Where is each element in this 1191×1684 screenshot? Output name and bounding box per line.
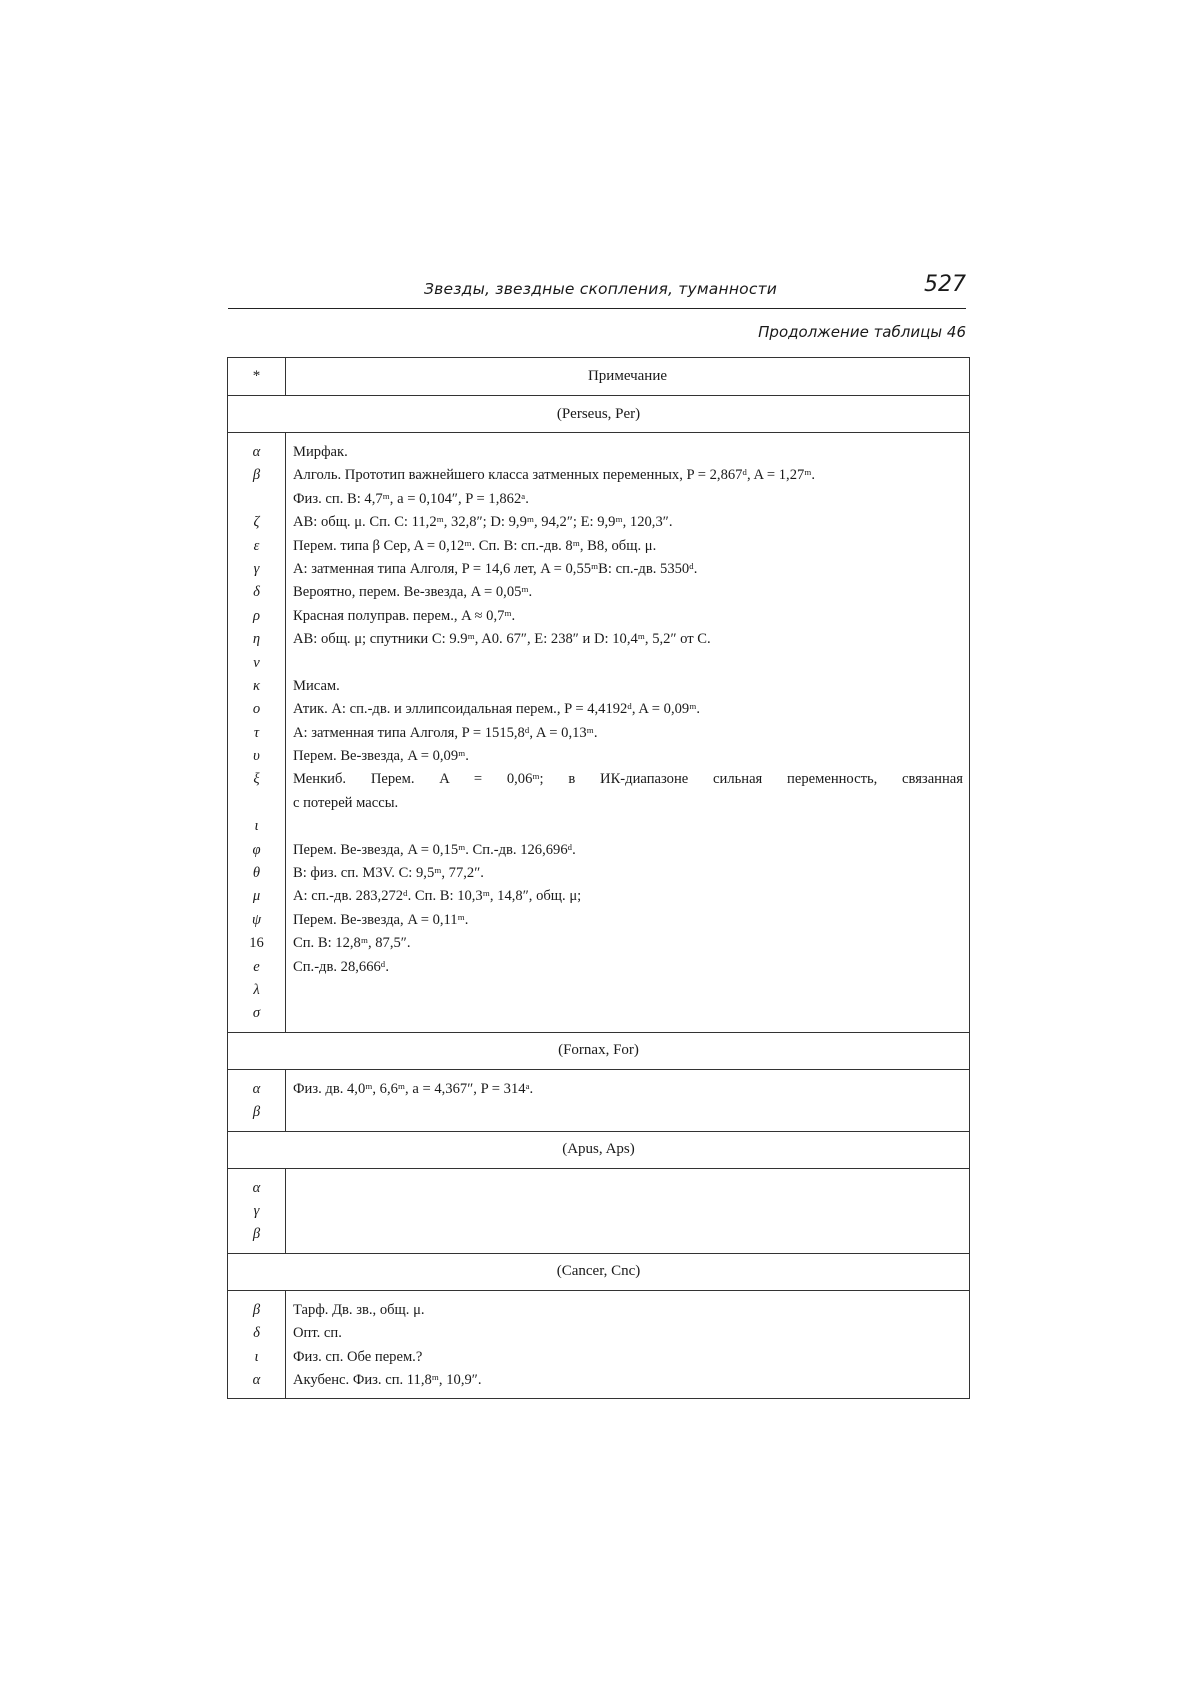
star-designation: ρ xyxy=(252,607,260,624)
section-header-row xyxy=(228,396,970,433)
column-header-star: * xyxy=(228,358,286,396)
star-designation: γ xyxy=(253,1202,260,1219)
section-body-row xyxy=(228,1168,970,1253)
star-designation xyxy=(228,488,285,511)
star-note: Сп. B: 12,8ᵐ, 87,5″. xyxy=(293,935,411,952)
star-designation: μ xyxy=(252,888,261,905)
star-note: Алголь. Прототип важнейшего класса затменных переменных, P = 2,867ᵈ, A = 1,27ᵐ. xyxy=(293,467,816,484)
star-designation: ψ xyxy=(251,911,262,928)
star-designation: α xyxy=(252,1371,261,1388)
star-designation: ο xyxy=(252,701,261,718)
star-note xyxy=(293,979,963,1002)
star-note xyxy=(293,652,963,675)
star-designation: κ xyxy=(252,677,260,694)
constellation-title: (Apus, Aps) xyxy=(228,1131,970,1168)
star-designation: λ xyxy=(253,981,260,998)
constellation-title: (Fornax, For) xyxy=(228,1032,970,1069)
star-designation: σ xyxy=(252,1005,261,1022)
star-note: с потерей массы. xyxy=(293,794,399,811)
star-note: Перем. Be-звезда, A = 0,11ᵐ. xyxy=(293,911,469,928)
star-note: Атик. A: сп.-дв. и эллипсоидальная перем., P = 4,4192ᵈ, A = 0,09ᵐ. xyxy=(293,701,700,718)
star-designation: φ xyxy=(252,841,261,858)
star-designation: β xyxy=(252,1104,261,1121)
star-designation: δ xyxy=(253,584,260,601)
note-cell xyxy=(286,433,970,1033)
star-note: AB: общ. μ. Сп. C: 11,2ᵐ, 32,8″; D: 9,9ᵐ, 94,2″; E: 9,9ᵐ, 120,3″. xyxy=(293,514,673,531)
table-header-row xyxy=(228,358,970,396)
star-note: B: физ. сп. M3V. C: 9,5ᵐ, 77,2″. xyxy=(293,865,484,882)
table-body xyxy=(228,396,970,1399)
star-note: Перем. Be-звезда, A = 0,15ᵐ. Сп.-дв. 126,696ᵈ. xyxy=(293,841,576,858)
star-note: Физ. сп. B: 4,7ᵐ, a = 0,104″, P = 1,862ᵃ. xyxy=(293,490,529,507)
star-designation: ε xyxy=(253,537,260,554)
note-cell xyxy=(286,1069,970,1131)
star-designation: β xyxy=(252,1301,261,1318)
star-symbol-cell xyxy=(228,1069,286,1131)
star-note xyxy=(293,1177,963,1200)
star-designation: ζ xyxy=(253,514,260,531)
star-note: Менкиб. Перем. A = 0,06ᵐ; в ИК-диапазоне сильная переменность, связанная xyxy=(293,771,963,788)
star-note: Тарф. Дв. зв., общ. μ. xyxy=(293,1301,425,1318)
star-note: Вероятно, перем. Be-звезда, A = 0,05ᵐ. xyxy=(293,584,533,601)
star-note xyxy=(293,1223,963,1246)
star-note xyxy=(293,1002,963,1025)
star-designation: τ xyxy=(253,724,260,741)
star-note: Физ. сп. Обе перем.? xyxy=(293,1348,423,1365)
star-note: AB: общ. μ; спутники C: 9.9ᵐ, A0. 67″, E: 238″ и D: 10,4ᵐ, 5,2″ от C. xyxy=(293,631,711,648)
star-designation: ξ xyxy=(253,771,260,788)
star-note: Акубенс. Физ. сп. 11,8ᵐ, 10,9″. xyxy=(293,1371,482,1388)
note-cell xyxy=(286,1290,970,1399)
star-designation: β xyxy=(252,1226,261,1243)
star-note xyxy=(293,1200,963,1223)
star-designation: η xyxy=(252,631,261,648)
star-note: A: сп.-дв. 283,272ᵈ. Сп. B: 10,3ᵐ, 14,8″, общ. μ; xyxy=(293,888,582,905)
star-designation: β xyxy=(252,467,261,484)
star-designation: ι xyxy=(254,1348,259,1365)
section-body-row xyxy=(228,1290,970,1399)
star-designation: γ xyxy=(253,560,260,577)
star-designation: ν xyxy=(253,654,260,671)
star-symbol-cell xyxy=(228,1168,286,1253)
star-note: Перем. Be-звезда, A = 0,09ᵐ. xyxy=(293,748,469,765)
section-body-row xyxy=(228,433,970,1033)
constellation-title: (Cancer, Cnc) xyxy=(228,1253,970,1290)
section-header-row xyxy=(228,1131,970,1168)
star-note: Мирфак. xyxy=(293,444,348,460)
star-note: Перем. типа β Cep, A = 0,12ᵐ. Сп. B: сп.-дв. 8ᵐ, B8, общ. μ. xyxy=(293,537,657,554)
page-header xyxy=(228,268,966,309)
section-header-row xyxy=(228,1253,970,1290)
star-designation: υ xyxy=(253,748,260,765)
column-header-note: Примечание xyxy=(286,358,970,396)
star-note: A: затменная типа Алголя, P = 14,6 лет, A = 0,55ᵐB: сп.-дв. 5350ᵈ. xyxy=(293,560,698,577)
star-note xyxy=(293,1101,963,1124)
section-body-row xyxy=(228,1069,970,1131)
star-note: Мисам. xyxy=(293,677,340,694)
star-designation: α xyxy=(252,1080,261,1097)
star-note: Красная полуправ. перем., A ≈ 0,7ᵐ. xyxy=(293,607,516,624)
section-header-row xyxy=(228,1032,970,1069)
page-number: 527 xyxy=(924,272,966,297)
star-designation: θ xyxy=(252,865,261,882)
star-designation: 16 xyxy=(249,935,264,952)
constellation-title: (Perseus, Per) xyxy=(228,396,970,433)
star-designation: α xyxy=(252,1179,261,1196)
star-note: Опт. сп. xyxy=(293,1325,342,1342)
table-caption: Продолжение таблицы 46 xyxy=(758,323,966,341)
star-designation: ι xyxy=(254,818,259,835)
star-symbol-cell xyxy=(228,1290,286,1399)
star-designation: δ xyxy=(253,1325,260,1342)
star-note: A: затменная типа Алголя, P = 1515,8ᵈ, A = 0,13ᵐ. xyxy=(293,724,598,741)
star-designation: e xyxy=(253,958,260,975)
note-cell xyxy=(286,1168,970,1253)
star-symbol-cell xyxy=(228,433,286,1033)
star-note: Сп.-дв. 28,666ᵈ. xyxy=(293,958,389,975)
star-designation xyxy=(228,792,285,815)
running-title: Звезды, звездные скопления, туманности xyxy=(424,280,778,298)
stars-table xyxy=(227,357,970,1399)
star-designation: α xyxy=(252,444,261,460)
star-note xyxy=(293,815,963,838)
star-note: Физ. дв. 4,0ᵐ, 6,6ᵐ, a = 4,367″, P = 314ᵃ. xyxy=(293,1080,534,1097)
